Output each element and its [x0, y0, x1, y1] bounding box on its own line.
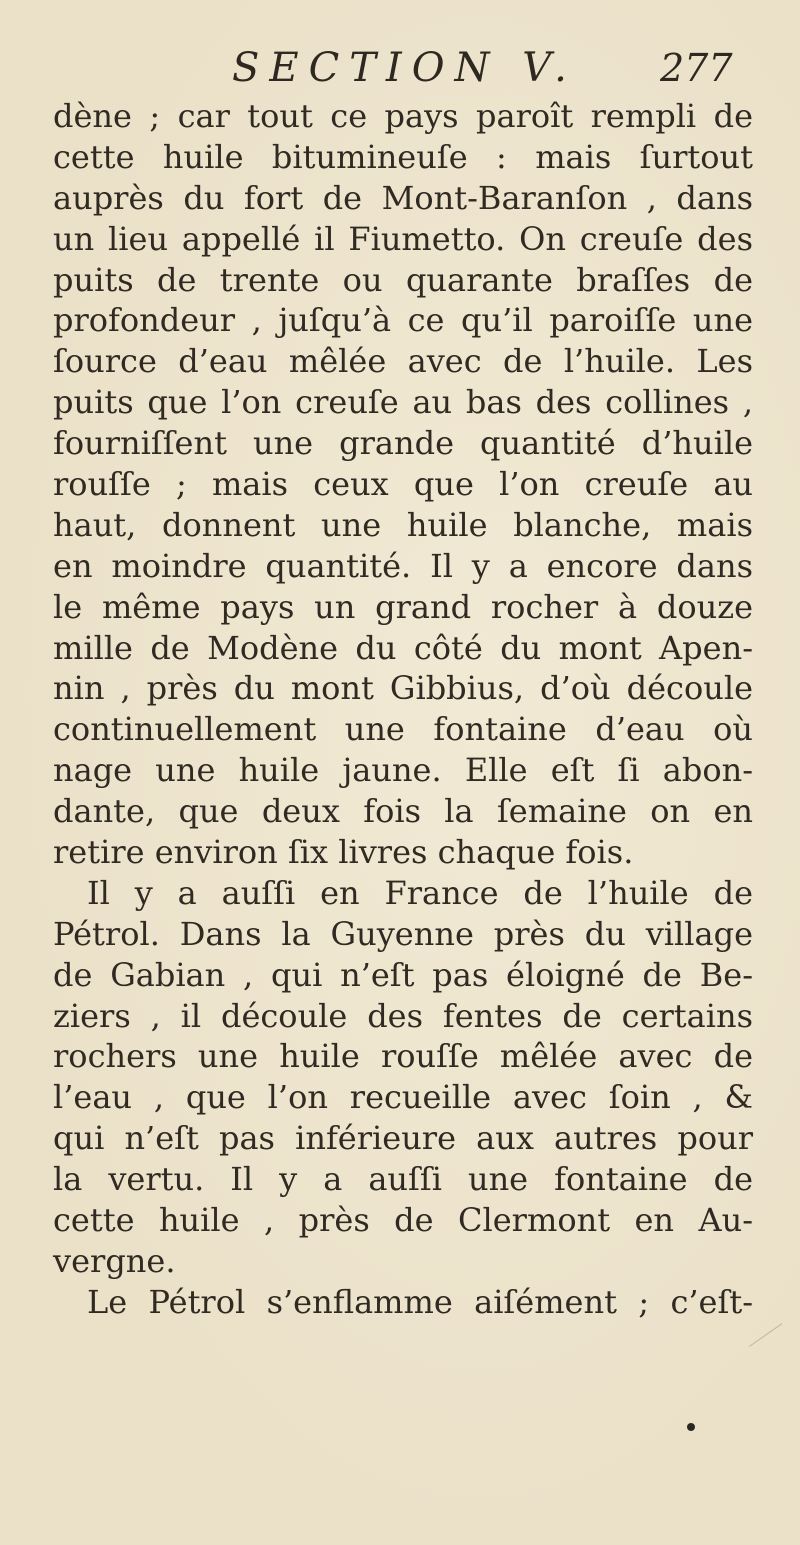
text-line: continuellement une fontaine d’eau où — [53, 710, 753, 749]
running-head: SECTION V. — [232, 45, 577, 91]
text-line: vergne. — [53, 1241, 176, 1280]
ink-spot — [687, 1423, 695, 1431]
text-line: en moindre quantité. Il y a encore dans — [53, 546, 753, 585]
body-text — [53, 96, 753, 1323]
text-line: dène ; car tout ce pays paroît rempli de — [53, 97, 753, 135]
text-line: Le Pétrol s’enflamme aiſément ; c’eſt- — [87, 1282, 753, 1321]
text-line: dante, que deux fois la ſemaine on en — [53, 792, 753, 831]
text-line: nage une huile jaune. Elle eſt ſi abon- — [53, 751, 753, 790]
text-line: rochers une huile rouſſe mêlée avec de — [53, 1037, 753, 1076]
paper-crease — [749, 1323, 800, 1388]
text-line: profondeur , juſqu’à ce qu’il paroiſſe une — [53, 301, 753, 340]
text-line: le même pays un grand rocher à douze — [53, 587, 753, 626]
text-line: Il y a auſſi en France de l’huile de — [87, 873, 753, 912]
text-line: auprès du fort de Mont-Baranſon , dans — [53, 178, 753, 217]
text-line: qui n’eſt pas inférieure aux autres pour — [53, 1119, 753, 1158]
text-line: puits que l’on creuſe au bas des collines , — [53, 383, 753, 422]
text-line: l’eau , que l’on recueille avec ſoin , & — [53, 1078, 753, 1117]
text-line: haut, donnent une huile blanche, mais — [53, 505, 753, 544]
text-line: cette huile , près de Clermont en Au- — [53, 1201, 753, 1240]
text-line: rouſſe ; mais ceux que l’on creuſe au — [53, 465, 753, 504]
text-line: puits de trente ou quarante braſſes de — [53, 260, 753, 299]
text-line: nin , près du mont Gibbius, d’où découle — [53, 669, 753, 708]
text-line: de Gabian , qui n’eſt pas éloigné de Be- — [53, 955, 753, 994]
text-line: Pétrol. Dans la Guyenne près du village — [53, 914, 753, 953]
text-line: fourniſſent une grande quantité d’huile — [53, 424, 753, 463]
text-line: ziers , il découle des fentes de certains — [53, 996, 753, 1035]
page-header — [0, 40, 800, 96]
text-line: la vertu. Il y a auſſi une fontaine de — [53, 1160, 753, 1199]
text-line: retire environ ſix livres chaque fois. — [53, 833, 634, 872]
page-number: 277 — [660, 46, 733, 90]
text-line: mille de Modène du côté du mont Apen- — [53, 628, 753, 667]
text-line: cette huile bitumineuſe : mais ſurtout — [53, 137, 753, 176]
text-line: ſource d’eau mêlée avec de l’huile. Les — [53, 342, 753, 381]
text-line: un lieu appellé il Fiumetto. On creuſe des — [53, 219, 753, 258]
